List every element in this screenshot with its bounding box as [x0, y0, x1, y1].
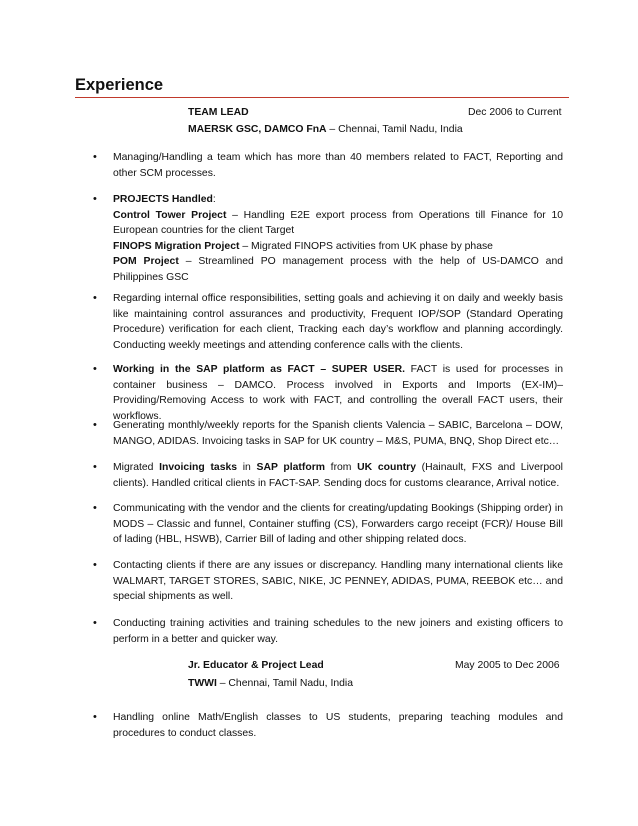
- bullet-item: [113, 418, 563, 449]
- bullet-item: [113, 150, 563, 181]
- bullet-item: • Migrated Invoicing tasks in SAP platform from UK country (Hainault, FXS and Liverpool clients). Handled critical clients in FACT-SAP. Sending docs for customs clearance, Arrival notice.: [113, 460, 563, 491]
- bullet-text: Managing/Handling a team which has more than 40 members related to FACT, Reporting and other SCM processes.: [113, 152, 563, 179]
- bullet-bold: Invoicing tasks: [159, 462, 238, 473]
- section-heading: Experience: [75, 76, 164, 94]
- bullet-text: Handling online Math/English classes to US students, preparing teaching modules and procedures to conduct classes.: [113, 712, 563, 739]
- bullet-text: Communicating with the vendor and the clients for creating/updating Bookings (Shipping order) in MODS – Classic and funnel, Container stuffing (CS), Forwarders cargo receipt (FCR)/ House Bill of lading (HBL, HSWB), Carrier Bill of lading and other shipping related docs.: [113, 503, 563, 545]
- job2-company-line: [188, 678, 353, 689]
- bullet-item-projects: [113, 192, 563, 285]
- job1-title: TEAM LEAD: [188, 107, 249, 118]
- bullet-bold: Working in the SAP platform as FACT – SUPER USER.: [113, 364, 405, 375]
- bullet-item: [113, 362, 563, 424]
- job2-title: Jr. Educator & Project Lead: [188, 660, 324, 671]
- bullet-item: [113, 501, 563, 548]
- job1-company: MAERSK GSC, DAMCO FnA: [188, 124, 327, 135]
- job1-location: – Chennai, Tamil Nadu, India: [326, 124, 463, 135]
- bullet-item: [113, 710, 563, 741]
- bullet-item: [113, 558, 563, 605]
- project-finops: FINOPS Migration Project – Migrated FINOPS activities from UK phase by phase: [113, 240, 493, 252]
- heading-rule: [75, 97, 569, 98]
- job2-location: – Chennai, Tamil Nadu, India: [216, 678, 353, 689]
- bullet-bold: SAP platform: [256, 462, 325, 473]
- job2-company: TWWI: [188, 678, 217, 689]
- bullet-text: Regarding internal office responsibilities, setting goals and achieving it on daily and weekly basis like maintaining control assurances and productivity, Frequent IOP/SOP (Standard Operating Procedure) verification for each client, Tracking each day’s workflow and planning accordingly. Conducting weekly meetings and attending conference calls with the clients.: [113, 293, 563, 351]
- job2-date: May 2005 to Dec 2006: [455, 660, 560, 671]
- job1-company-line: [188, 124, 463, 135]
- job1-date: Dec 2006 to Current: [468, 107, 562, 118]
- bullet-item: [113, 616, 563, 647]
- bullet-text: FACT is used for processes in container business – DAMCO. Process involved in Exports and Imports (EX-IM)–Providing/Removing Access to work with FACT, and controlling the overall FACT users, their workflows.: [113, 364, 563, 422]
- bullet-text: Generating monthly/weekly reports for the Spanish clients Valencia – SABIC, Barcelona – DOW, MANGO, ADIDAS. Invoicing tasks in SAP for UK country – M&S, PUMA, BNQ, Shop Direct etc…: [113, 420, 563, 447]
- bullet-item: [113, 291, 563, 353]
- bullet-text: Conducting training activities and training schedules to the new joiners and existing officers to perform in a better and quicker way.: [113, 618, 563, 645]
- project-control-tower: Control Tower Project – Handling E2E export process from Operations till Finance for 10 European countries for the client Target: [113, 209, 563, 236]
- bullet-bold: UK country: [357, 462, 416, 473]
- bullet-text: Contacting clients if there are any issues or discrepancy. Handling many international clients like WALMART, TARGET STORES, SABIC, NIKE, JC PENNEY, ADIDAS, PUMA, REEBOK etc… and special shipments as well.: [113, 560, 563, 602]
- project-pom: POM Project – Streamlined PO management process with the help of US-DAMCO and Philippines GSC: [113, 256, 564, 283]
- projects-heading: PROJECTS Handled:: [113, 194, 216, 205]
